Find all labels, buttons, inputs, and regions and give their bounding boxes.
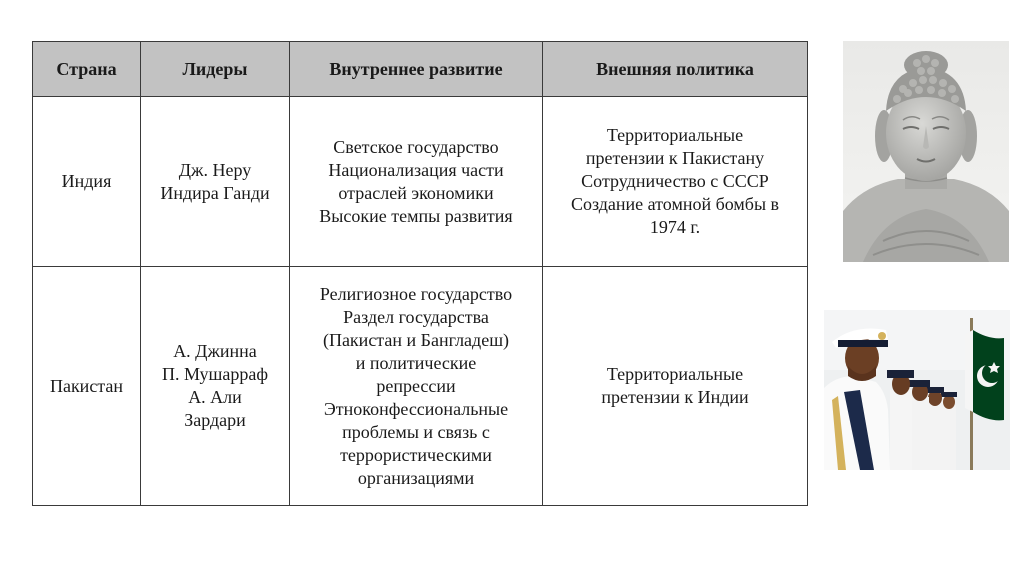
text-line: организациями bbox=[357, 467, 475, 488]
text-line: Раздел государства bbox=[343, 306, 489, 327]
text-line: Светское государство bbox=[333, 136, 499, 157]
cell-domestic bbox=[290, 97, 543, 267]
table-header-row bbox=[33, 42, 808, 97]
table-row bbox=[33, 267, 808, 506]
table-row bbox=[33, 97, 808, 267]
text-line: Индира Ганди bbox=[160, 182, 270, 203]
text-line: Дж. Неру bbox=[178, 159, 252, 180]
text-line: П. Мушарраф bbox=[161, 364, 269, 384]
text-line: Национализация части bbox=[328, 159, 504, 180]
text-line: Высокие темпы развития bbox=[319, 205, 513, 226]
text-line: А. Али bbox=[188, 387, 242, 407]
text-line: Создание атомной бомбы в bbox=[570, 194, 780, 214]
text-line: А. Джинна bbox=[173, 341, 257, 361]
text-line: претензии к Индии bbox=[601, 387, 749, 407]
text-line: репрессии bbox=[376, 375, 456, 396]
text-line: Зардари bbox=[184, 410, 246, 430]
cell-domestic bbox=[290, 267, 543, 506]
header-country: Страна bbox=[33, 42, 141, 97]
text-line: претензии к Пакистану bbox=[585, 148, 765, 168]
text-line: (Пакистан и Бангладеш) bbox=[322, 329, 510, 350]
cell-country: Пакистан bbox=[33, 267, 141, 506]
comparison-table bbox=[32, 41, 808, 506]
pakistan-navy-image bbox=[824, 310, 1010, 470]
text-line: проблемы и связь с bbox=[342, 421, 490, 442]
cell-foreign bbox=[543, 267, 808, 506]
buddha-statue-image bbox=[843, 41, 1009, 262]
header-foreign: Внешняя политика bbox=[543, 42, 808, 97]
cell-foreign bbox=[543, 97, 808, 267]
header-domestic: Внутреннее развитие bbox=[290, 42, 543, 97]
text-line: Территориальные bbox=[606, 125, 744, 145]
text-line: отраслей экономики bbox=[338, 182, 494, 203]
text-line: Этноконфессиональные bbox=[323, 398, 509, 419]
text-line: Территориальные bbox=[606, 364, 744, 384]
text-line: террористическими bbox=[340, 444, 492, 465]
text-line: Сотрудничество с СССР bbox=[581, 171, 769, 191]
text-line: 1974 г. bbox=[649, 217, 701, 237]
text-line: и политические bbox=[355, 352, 477, 373]
text-line: Религиозное государство bbox=[319, 283, 513, 304]
cell-country: Индия bbox=[33, 97, 141, 267]
cell-leaders bbox=[141, 267, 290, 506]
header-leaders: Лидеры bbox=[141, 42, 290, 97]
cell-leaders bbox=[141, 97, 290, 267]
